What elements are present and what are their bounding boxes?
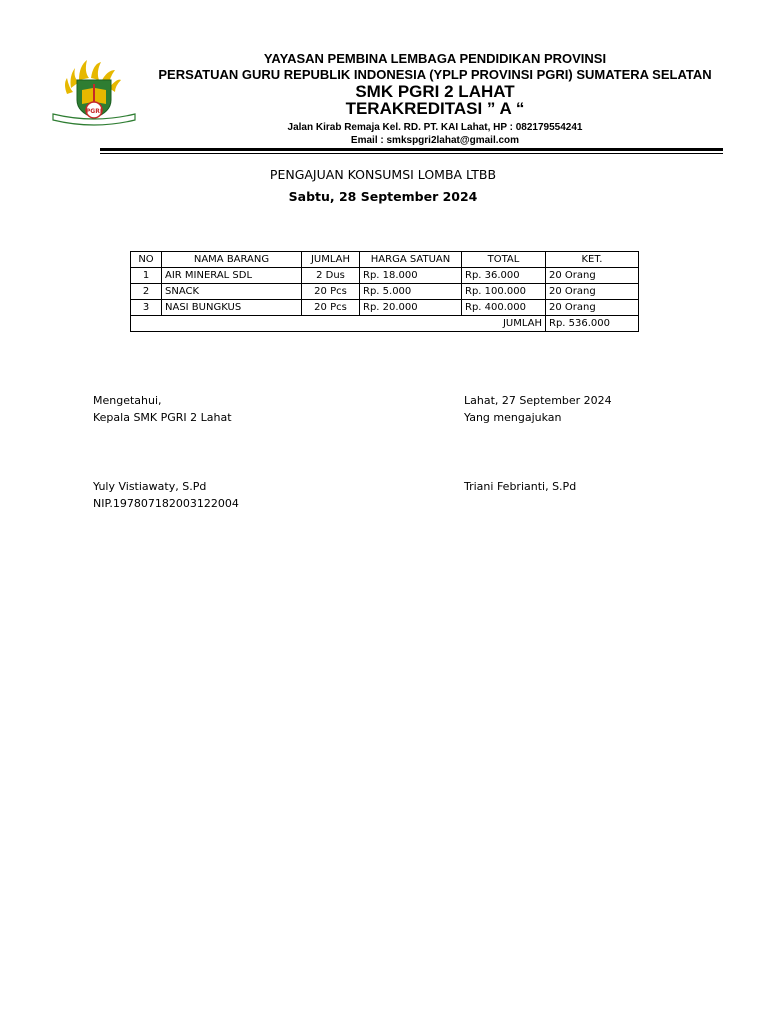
- table-row: [131, 268, 639, 284]
- cell-item-name: AIR MINERAL SDL: [162, 268, 302, 284]
- svg-text:PGRI: PGRI: [85, 108, 103, 115]
- applicant-label: Yang mengajukan: [464, 411, 562, 424]
- principal-name: Yuly Vistiawaty, S.Pd: [93, 480, 207, 493]
- cell-total: Rp. 400.000: [462, 300, 546, 316]
- header-unit-price: HARGA SATUAN: [360, 252, 462, 268]
- consumption-table: [130, 251, 639, 332]
- cell-note: 20 Orang: [546, 268, 639, 284]
- header-item-name: NAMA BARANG: [162, 252, 302, 268]
- cell-quantity: 20 Pcs: [302, 300, 360, 316]
- pgri-logo-icon: [51, 58, 137, 126]
- total-value: Rp. 536.000: [546, 316, 639, 332]
- cell-unit-price: Rp. 18.000: [360, 268, 462, 284]
- cell-item-name: SNACK: [162, 284, 302, 300]
- address: Jalan Kirab Remaja Kel. RD. PT. KAI Lahat, HP : 082179554241: [287, 122, 583, 133]
- cell-no: 2: [131, 284, 162, 300]
- document-title: PENGAJUAN KONSUMSI LOMBA LTBB: [269, 167, 497, 182]
- table-row: [131, 300, 639, 316]
- acknowledged-label: Mengetahui,: [93, 394, 162, 407]
- header-quantity: JUMLAH: [302, 252, 360, 268]
- school-name: SMK PGRI 2 LAHAT: [355, 82, 515, 101]
- table-header-row: [131, 252, 639, 268]
- table-total-row: [131, 316, 639, 332]
- principal-nip: NIP.197807182003122004: [93, 497, 239, 510]
- cell-total: Rp. 36.000: [462, 268, 546, 284]
- cell-quantity: 2 Dus: [302, 268, 360, 284]
- header-note: KET.: [546, 252, 639, 268]
- foundation-name: YAYASAN PEMBINA LEMBAGA PENDIDIKAN PROVINSI: [263, 51, 607, 66]
- place-date: Lahat, 27 September 2024: [464, 394, 612, 407]
- cell-total: Rp. 100.000: [462, 284, 546, 300]
- header-no: NO: [131, 252, 162, 268]
- organization-name: PERSATUAN GURU REPUBLIK INDONESIA (YPLP PROVINSI PGRI) SUMATERA SELATAN: [158, 67, 712, 82]
- total-label: JUMLAH: [131, 316, 546, 332]
- header-divider-thick: [100, 148, 723, 151]
- principal-title: Kepala SMK PGRI 2 Lahat: [93, 411, 232, 424]
- cell-item-name: NASI BUNGKUS: [162, 300, 302, 316]
- table-row: [131, 284, 639, 300]
- cell-no: 1: [131, 268, 162, 284]
- cell-note: 20 Orang: [546, 284, 639, 300]
- cell-unit-price: Rp. 5.000: [360, 284, 462, 300]
- applicant-name: Triani Febrianti, S.Pd: [464, 480, 577, 493]
- cell-quantity: 20 Pcs: [302, 284, 360, 300]
- cell-unit-price: Rp. 20.000: [360, 300, 462, 316]
- header-divider-thin: [100, 153, 723, 154]
- header-total: TOTAL: [462, 252, 546, 268]
- cell-note: 20 Orang: [546, 300, 639, 316]
- document-date: Sabtu, 28 September 2024: [288, 189, 478, 204]
- accreditation: TERAKREDITASI ” A “: [345, 99, 525, 118]
- email: Email : smkspgri2lahat@gmail.com: [350, 135, 520, 146]
- cell-no: 3: [131, 300, 162, 316]
